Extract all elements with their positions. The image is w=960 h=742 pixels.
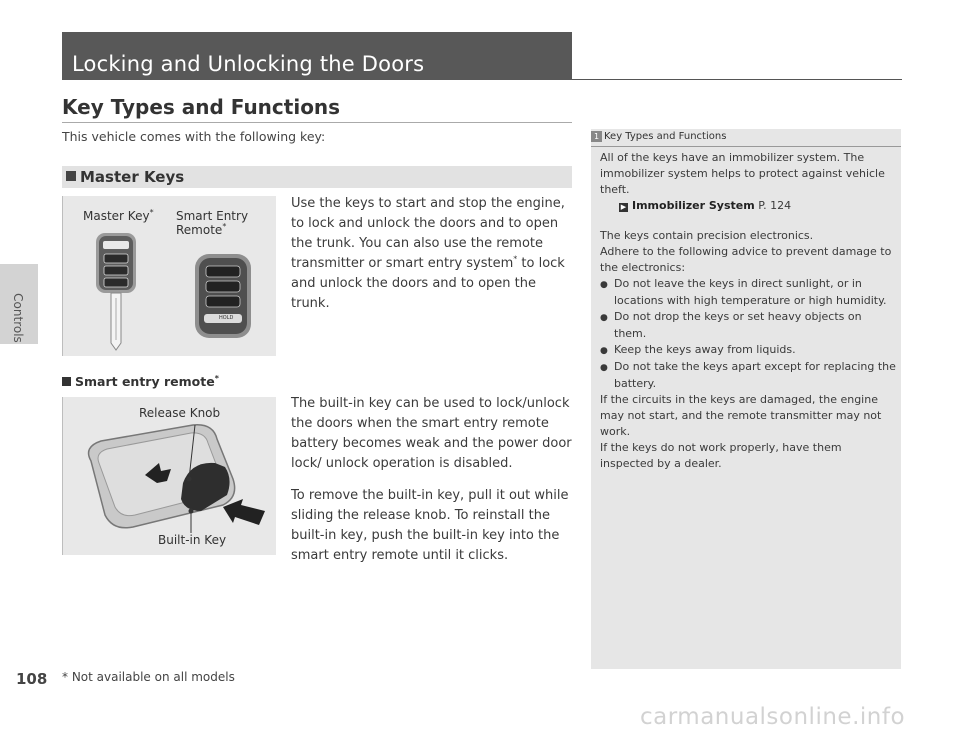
- note-body: [600, 150, 896, 472]
- chapter-title: Locking and Unlocking the Doors: [72, 52, 425, 76]
- smart-entry-paragraph-1: The built-in key can be used to lock/unlock the doors when the smart entry remote battery becomes weak and the power door lock/ unlock operation is disabled.: [291, 396, 572, 471]
- smart-entry-remote-label: Smart Entry Remote*: [176, 209, 249, 237]
- section-title: Key Types and Functions: [62, 95, 341, 119]
- list-item: ● Do not take the keys apart except for replacing the battery.: [600, 359, 896, 392]
- chapter-header-rule: [572, 79, 902, 80]
- smart-entry-heading-text: Smart entry remote: [75, 374, 215, 389]
- smart-entry-heading: Smart entry remote*: [62, 374, 219, 389]
- list-item: ● Do not drop the keys or set heavy objects on them.: [600, 309, 896, 342]
- page-number: 108: [16, 670, 48, 688]
- cross-reference-icon: ▶: [620, 203, 627, 211]
- note-paragraph: If the circuits in the keys are damaged, the engine may not start, and the remote transmitter may not work.: [600, 393, 882, 438]
- immobilizer-system-link[interactable]: ▶ Immobilizer System P. 124: [620, 199, 792, 212]
- heading-square-icon: [62, 377, 71, 386]
- master-keys-heading: [66, 166, 184, 188]
- note-title: Key Types and Functions: [604, 131, 727, 142]
- note-paragraph: The keys contain precision electronics.: [600, 229, 814, 242]
- smart-entry-paragraph-2: To remove the built-in key, pull it out while sliding the release knob. To reinstall the built-in key, push the built-in key into the smart entry remote until it clicks.: [291, 488, 569, 563]
- master-keys-paragraph: Use the keys to start and stop the engine, to lock and unlock the doors and to open the trunk. You can also use the remote transmitter or smart entry system* to lock and unlock the doors and to open the trunk.: [291, 196, 565, 311]
- heading-square-icon: [66, 171, 76, 181]
- note-bullet-list: [600, 276, 896, 392]
- watermark: carmanualsonline.info: [640, 704, 906, 730]
- smart-entry-remote-illustration: [191, 252, 261, 342]
- note-paragraph: All of the keys have an immobilizer system. The immobilizer system helps to protect against vehicle theft.: [600, 151, 885, 196]
- list-item: ● Keep the keys away from liquids.: [600, 342, 896, 359]
- release-knob-label: Release Knob: [139, 406, 221, 420]
- smart-entry-figure: [62, 397, 276, 555]
- master-keys-heading-text: Master Keys: [80, 168, 185, 186]
- master-keys-figure: [62, 196, 276, 356]
- side-tab-label: Controls: [11, 293, 25, 343]
- built-in-key-label: Built-in Key: [158, 533, 227, 547]
- intro-text: This vehicle comes with the following key:: [62, 129, 326, 144]
- note-paragraph: Adhere to the following advice to prevent damage to the electronics:: [600, 245, 892, 274]
- section-rule: [62, 122, 572, 123]
- master-key-illustration: [93, 228, 153, 353]
- master-key-label: Master Key*: [83, 208, 154, 223]
- note-number-badge: 1: [591, 131, 602, 142]
- note-paragraph: If the keys do not work properly, have them inspected by a dealer.: [600, 441, 842, 470]
- footnote: * Not available on all models: [62, 670, 235, 684]
- hold-button-label: HOLD: [219, 315, 234, 321]
- smart-entry-remote-side-illustration: [73, 419, 273, 539]
- list-item: ● Do not leave the keys in direct sunlight, or in locations with high temperature or high humidity.: [600, 276, 896, 309]
